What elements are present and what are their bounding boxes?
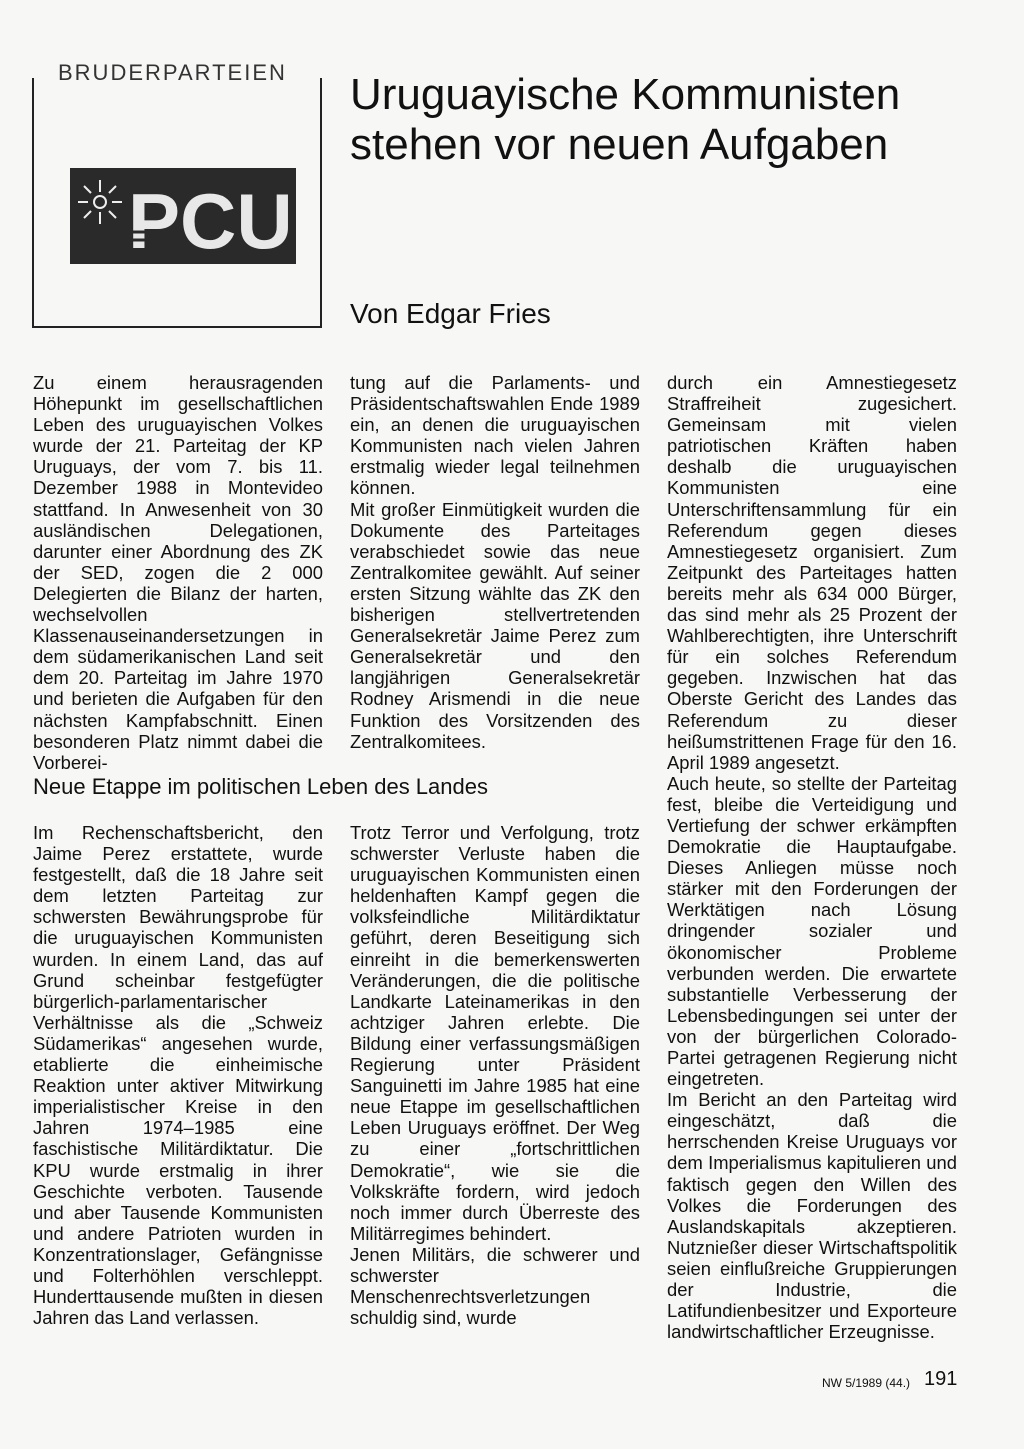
paragraph: Trotz Terror und Verfolgung, trotz schwerster Verluste haben die uruguayischen Kommunisten einen heldenhaften Kampf gegen die volksfeindliche Militärdiktatur geführt, deren Beseitigung sich einreiht in die bemerkenswerten Veränderungen, die die politische Landkarte Lateinamerikas in den achtziger Jahren erlebte. Die Bildung einer verfassungsmäßigen Regierung unter Präsident Sanguinetti im Jahre 1985 hat eine neue Etappe im gesellschaftlichen Leben Uruguays eröffnet. Der Weg zu einer „fortschrittlichen Demokratie“, wie sie die Volkskräfte fordern, wird jedoch noch immer durch Überreste des Militärregimes behindert. (350, 822, 640, 1244)
headline-line-1: Uruguayische Kommunisten (350, 70, 901, 119)
logo-letters: PCU (128, 177, 293, 264)
column-1-section-1 (33, 372, 323, 773)
paragraph: Jenen Militärs, die schwerer und schwerster Menschenrechtsverletzungen schuldig sind, wurde (350, 1243, 640, 1329)
paragraph: tung auf die Parlaments- und Präsidentschaftswahlen Ende 1989 ein, an denen die uruguayischen Kommunisten nach vielen Jahren erstmalig wieder legal teilnehmen können. (350, 372, 640, 499)
paragraph: Im Rechenschaftsbericht, den Jaime Perez erstattete, wurde festgestellt, daß die 18 Jahre seit dem letzten Parteitag zur schwersten Bewährungsprobe für die uruguayischen Kommunisten wurden. In einem Land, das auf Grund scheinbar festgefügter bürgerlich-parlamentarischer Verhältnisse als die „Schweiz Südamerikas“ angesehen wurde, etablierte die einheimische Reaktion unter aktiver Mitwirkung imperialistischer Kreise in den Jahren 1974–1985 eine faschistische Militärdiktatur. Die KPU wurde erstmalig in ihrer Geschichte verboten. Tausende und aber Tausende Kommunisten und andere Patrioten wurden in Konzentrationslager, Gefängnisse und Folterhöhlen verschleppt. Hunderttausende mußten in diesen Jahren das Land verlassen. (33, 822, 323, 1329)
rubric-label: BRUDERPARTEIEN (52, 60, 293, 86)
paragraph: Auch heute, so stellte der Parteitag fest, bleibe die Verteidigung und Vertiefung der schwer erkämpften Demokratie die Hauptaufgabe. Dieses Anliegen müsse noch stärker mit den Forderungen der Werktätigen nach Lösung dringender sozialer und ökonomischer Probleme verbunden werden. Die erwartete substantielle Verbesserung der Lebensbedingungen sei unter der von der bürgerlichen Colorado-Partei getragenen Regierung nicht eingetreten. (667, 772, 957, 1090)
issue-reference: NW 5/1989 (44.) (822, 1376, 911, 1390)
column-3 (667, 372, 957, 1342)
paragraph: Im Bericht an den Parteitag wird eingeschätzt, daß die herrschenden Kreise Uruguays vor dem Imperialismus kapitulieren und faktisch gegen den Willen des Volkes die Forderungen des Auslandskapitals akzeptieren. Nutznießer dieser Wirtschaftspolitik seien einflußreiche Gruppierungen der Industrie, die Latifundienbesitzer und Exporteure landwirtschaftlicher Erzeugnisse. (667, 1089, 957, 1343)
pcu-logo (70, 168, 296, 264)
headline (350, 70, 990, 170)
column-1-section-2 (33, 822, 323, 1328)
headline-line-2: stehen vor neuen Aufgaben (350, 120, 889, 169)
paragraph: Zu einem herausragenden Höhepunkt im gesellschaftlichen Leben des uruguayischen Volkes wurde der 21. Parteitag der KP Uruguays, der vom 7. bis 11. Dezember 1988 in Montevideo stattfand. In Anwesenheit von 30 ausländischen Delegationen, darunter einer Abordnung des ZK der SED, zogen die 2 000 Delegierten die Bilanz der harten, wechselvollen Klassenauseinandersetzungen in dem südamerikanischen Land seit dem 20. Parteitag im Jahre 1970 und berieten die Aufgaben für den nächsten Kampfabschnitt. Einen besonderen Platz nimmt dabei die Vorberei- (33, 372, 323, 773)
byline: Von Edgar Fries (350, 298, 551, 329)
paragraph: durch ein Amnestiegesetz Straffreiheit zugesichert. Gemeinsam mit vielen patriotischen Kräften haben deshalb die uruguayischen Kommunisten eine Unterschriftensammlung für ein Referendum gegen dieses Amnestiegesetz organisiert. Zum Zeitpunkt des Parteitages hatten bereits mehr als 634 000 Bürger, das sind mehr als 25 Prozent der Wahlberechtigten, ihre Unterschrift für ein solches Referendum gegeben. Inzwischen hat das Oberste Gericht des Landes das Referendum zu dieser heißumstrittenen Frage für den 16. April 1989 angesetzt. (667, 372, 957, 773)
paragraph: Mit großer Einmütigkeit wurden die Dokumente des Parteitages verabschiedet sowie das neue Zentralkomitee gewählt. Auf seiner ersten Sitzung wählte das ZK den bisherigen stellvertretenden Generalsekretär Jaime Perez zum Generalsekretär und den langjährigen Generalsekretär Rodney Arismendi in die neue Funktion des Vorsitzenden des Zentralkomitees. (350, 498, 640, 752)
page-number: 191 (924, 1368, 958, 1390)
column-2-section-1 (350, 372, 640, 752)
subheading: Neue Etappe im politischen Leben des Landes (33, 774, 488, 799)
column-2-section-2 (350, 822, 640, 1328)
